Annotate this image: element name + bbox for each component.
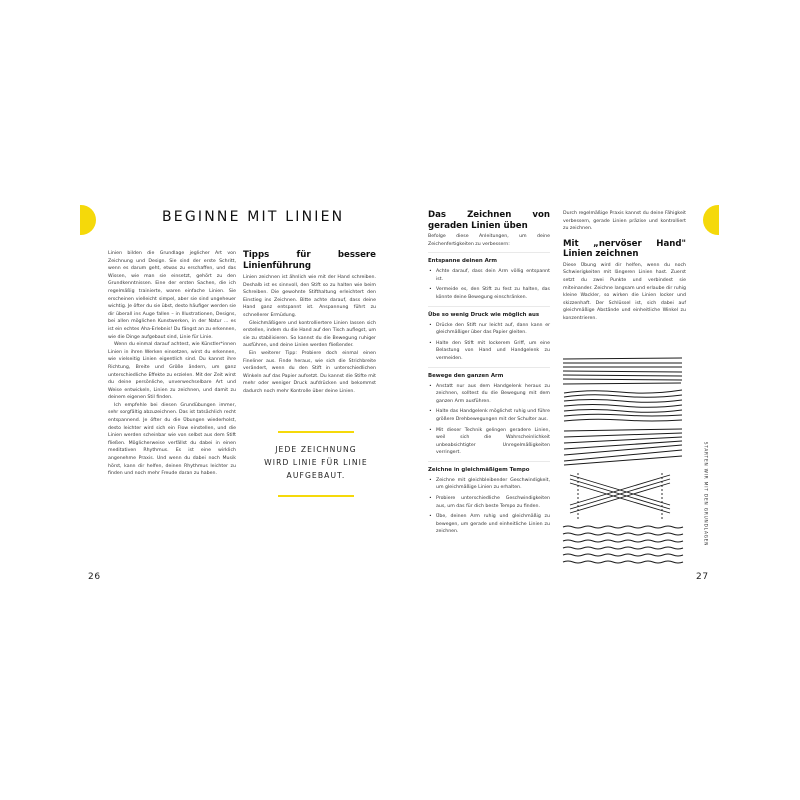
nervous-hand-lines-sketch [563,526,683,563]
yellow-tab-right [703,205,719,235]
section-heading: Mit „nervöser Hand" Linien zeichnen [563,238,686,260]
paragraph: Befolge diese Anleitungen, um deine Zeichenfertigkeiten zu verbessern: [428,234,550,247]
divider [428,461,550,462]
bullet-item: • Probiere unterschiedliche Geschwindigkeiten aus, um das für dich beste Tempo zu finden. [428,495,550,510]
running-head-text: STARTEN WIR MIT DEN GRUNDLAGEN [702,441,708,547]
paragraph: Wenn du einmal darauf achtest, wie Künstler*innen Linien in ihren Werken einsetzen, wirst du erkennen, wie vielseitig Linien eigentlich sind. Du kannst ihre Richtung, Breite und Größe ändern, um ganz unterschiedliche Effekte zu erzielen. Mit der Zeit wirst du deine persönliche, unverwechselbare Art und Weise entwickeln, Linien zu zeichnen, und damit zu deinem eigenen Stil finden. [108,342,236,401]
paragraph: Ein weiterer Tipp: Probiere doch einmal einen Fineliner aus. Finde heraus, wie sich die Strichbreite verändert, wenn du den Stift in unterschiedlichen Winkeln auf das Papier aufsetzt. Du kannst die Stifte mit mehr oder weniger Druck aufdrücken und bekommst dadurch noch mehr Kontrolle über deine Linien. [243,350,376,394]
right-page-column-2 [563,210,686,323]
bullet-item: • Anstatt nur aus dem Handgelenk heraus zu zeichnen, solltest du die Bewegung mit dem ganzen Arm ausführen. [428,383,550,406]
paragraph: Diese Übung wird dir helfen, wenn du noch Schwierigkeiten mit längeren Linien hast. Zuerst setzt du zwei Punkte und verbindest sie miteinander. Zeichne langsam und erlaube dir ruhig kleine Wackler, so wirken die Linien locker und skizzenhaft. Der Schlüssel ist, sich dabei auf gleichmäßige Abstände und einheitliche Winkel zu konzentrieren. [563,262,686,321]
paragraph: Ich empfehle bei diesen Grundübungen immer, sehr sorgfältig abzuzeichnen. Das ist tatsächlich recht entspannend. Je öfter du die Übungen wiederholst, desto leichter wird sich ein Flow einstellen, und die Linien werden scheinbar wie von selbst aus dem Stift fließen. Möglicherweise verfällst du dabei in einen meditativen Rhythmus. Es ist eine wirklich angenehme Praxis. Und wenn du dabei noch Musik hörst, kann dir helfen, deinen Rhythmus leichter zu finden und noch mehr Freude daran zu haben. [108,402,236,477]
paragraph: Linien zeichnen ist ähnlich wie mit der Hand schreiben. Deshalb ist es sinnvoll, den Stift so zu halten wie beim Schreiben. Die gewohnte Stifthaltung erleichtert den Einstieg ins Zeichnen. Bitte achte darauf, dass deine Hand ganz entspannt ist. Anspannung führt zu schnellerer Ermüdung. [243,275,376,318]
pull-quote: JEDE ZEICHNUNG WIRD LINIE FÜR LINIE AUFGEBAUT. [264,445,368,480]
subsection-heading: Entspanne deinen Arm [428,258,498,265]
yellow-tab-left [80,205,96,235]
paragraph: Durch regelmäßige Praxis kannst du deine Fähigkeit verbessern, gerade Linien präzise und kontrolliert zu zeichnen. [563,211,686,232]
bullet-item: • Halte den Stift mit lockerem Griff, um eine Belastung von Hand und Handgelenk zu vermeiden. [428,340,550,363]
paragraph: Linien bilden die Grundlage jeglicher Art von Zeichnung und Design. Sie sind der erste Schritt, wenn es darum geht, etwas zu erschaffen, und das Wissen, wie man sie einsetzt, gehört zu den Grundkenntnissen. Eine der ersten Sachen, die ich regelmäßig trainierte, waren einfache Linien. Sie erscheinen vielleicht simpel, aber sie sind ungeheuer wichtig. Je öfter du sie übst, desto häufiger werden sie dir überall ins Auge fallen – in Illustrationen, Designs, bei allen möglichen Kunstwerken, in der Natur ... es ist ein echtes Aha-Erlebnis! Du fängst an zu erkennen, wie die Dinge aufgebaut sind, Linie für Linie. [108,251,236,340]
quote-rule-bottom [278,495,354,497]
divider [428,252,550,253]
right-page-column-1 [428,210,550,536]
bullet-item: • Drücke den Stift nur leicht auf, dann kann er gleichmäßiger über das Papier gleiten. [428,322,550,337]
divider [428,306,550,307]
bullet-item: • Halte das Handgelenk möglichst ruhig und führe größere Drehbewegungen mit der Schulter aus. [428,408,550,423]
page-number-left: 26 [88,572,101,582]
running-head [700,438,710,550]
bullet-item: • Mit dieser Technik gelingen geradere Linien, weil sich die Wahrscheinlichkeit unbeabsichtigter Unregelmäßigkeiten verringert. [428,427,550,457]
crossed-lines-sketch [570,473,670,519]
wavy-lines-sketch [564,390,682,421]
left-page-column-1 [108,250,236,478]
bullet-item: • Achte darauf, dass dein Arm völlig entspannt ist. [428,268,550,283]
chapter-title: BEGINNE MIT LINIEN [162,209,345,225]
section-heading: Das Zeichnen von geraden Linien üben [428,210,550,231]
subsection-heading: Zeichne in gleichmäßigem Tempo [428,466,530,473]
subsection-heading: Übe so wenig Druck wie möglich aus [428,311,540,318]
line-exercise-illustrations [560,357,685,572]
left-page-column-2 [243,250,376,396]
diagonal-lines-sketch [564,429,682,465]
bullet-item: • Vermeide es, den Stift zu fest zu halten, das könnte deine Bewegung einschränken. [428,286,550,301]
divider [428,367,550,368]
section-heading: Tipps für bessere Linienführung [243,250,376,271]
quote-rule-top [278,431,354,433]
paragraph: Gleichmäßigere und kontrolliertere Linien lassen sich erstellen, indem du die Hand auf den Tisch auflegst, um sie zu stabilisieren. So kannst du die Bewegung ruhiger ausführen, und deine Linien werden fließender. [243,320,376,349]
straight-lines-sketch [563,358,682,384]
bullet-item: • Übe, deinen Arm ruhig und gleichmäßig zu bewegen, um gerade und einheitliche Linien zu zeichnen. [428,513,550,536]
page-number-right: 27 [696,572,709,582]
bullet-item: • Zeichne mit gleichbleibender Geschwindigkeit, um gleichmäßige Linien zu erhalten. [428,477,550,492]
subsection-heading: Bewege den ganzen Arm [428,372,504,379]
